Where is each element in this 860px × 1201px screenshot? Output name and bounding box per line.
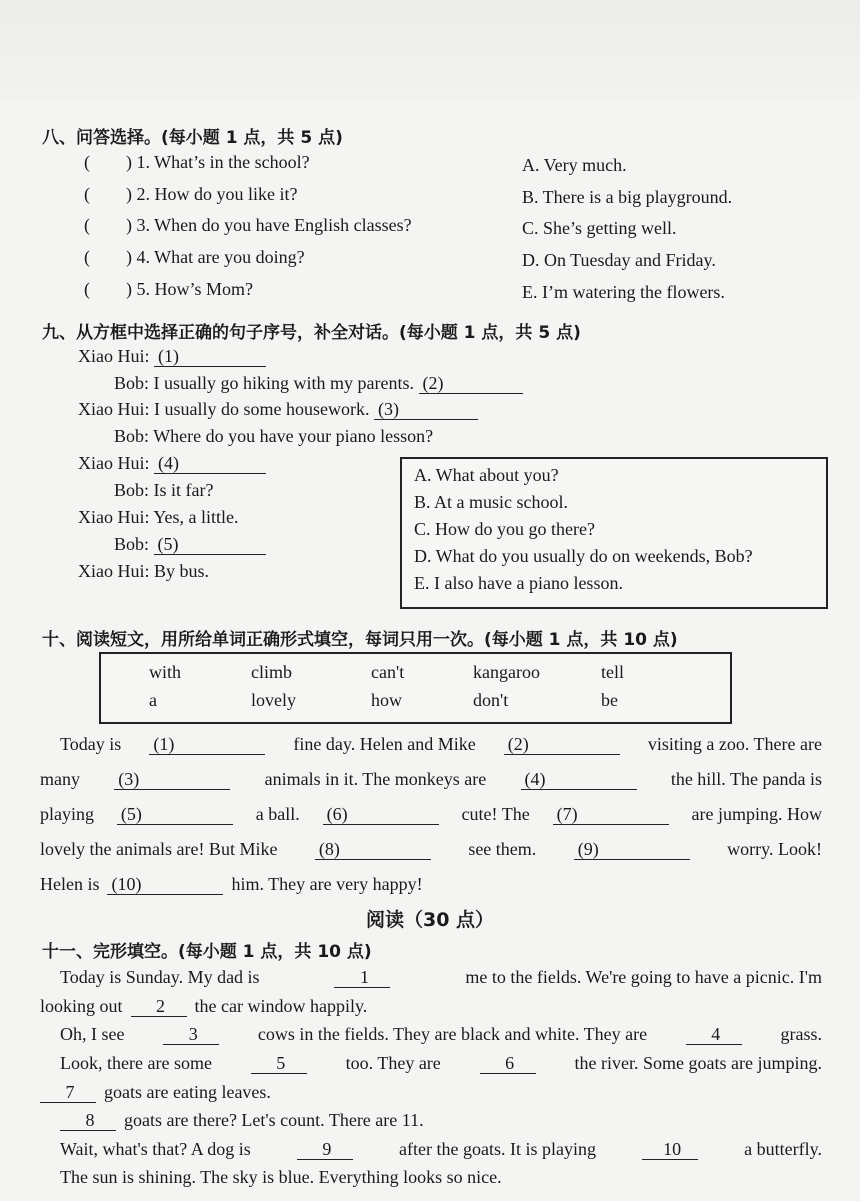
- passage-line: [60, 1139, 822, 1160]
- dialogue-text: Yes, a little.: [153, 507, 239, 527]
- blank-number: 7: [65, 1082, 75, 1102]
- question-text: ) 3. When do you have English classes?: [126, 215, 412, 235]
- dialogue-blank[interactable]: [154, 346, 266, 367]
- section-9-options-box: [400, 457, 828, 609]
- fill-blank[interactable]: [163, 1024, 219, 1045]
- passage-text: Look, there are some: [60, 1053, 212, 1073]
- fill-blank[interactable]: [131, 996, 187, 1017]
- blank-number: (5): [157, 534, 179, 554]
- blank-number: (6): [326, 804, 348, 824]
- blank-number: (9): [577, 839, 599, 859]
- speaker-name: Bob:: [114, 534, 154, 554]
- fill-blank[interactable]: [334, 967, 390, 988]
- speaker-name: Xiao Hui:: [78, 399, 154, 419]
- question-row: [84, 247, 305, 268]
- blank-number: (1): [153, 734, 175, 754]
- passage-line: [60, 1024, 822, 1045]
- fill-blank[interactable]: [642, 1139, 698, 1160]
- answer-option: E. I’m watering the flowers.: [522, 282, 725, 302]
- passage-line: [40, 1082, 822, 1103]
- passage-text: looking out: [40, 996, 123, 1016]
- blank-number: 9: [322, 1139, 332, 1159]
- passage-text: grass.: [780, 1024, 822, 1044]
- answer-option: B. There is a big playground.: [522, 187, 733, 207]
- passage-line: [60, 734, 822, 755]
- blank-number: 8: [85, 1110, 95, 1130]
- blank-number: 1: [359, 967, 369, 987]
- blank-number: 6: [505, 1053, 515, 1073]
- question-text: ) 2. How do you like it?: [126, 184, 298, 204]
- fill-blank[interactable]: [117, 804, 233, 825]
- word-choice: how: [371, 690, 402, 710]
- dialogue-blank[interactable]: [419, 373, 523, 394]
- dialogue-text: By bus.: [154, 561, 210, 581]
- answer-paren[interactable]: (: [84, 184, 90, 204]
- dialogue-line: [78, 346, 266, 367]
- fill-blank[interactable]: [521, 769, 637, 790]
- passage-line: [40, 804, 822, 825]
- answer-option: D. On Tuesday and Friday.: [522, 250, 716, 270]
- passage-line: [40, 996, 822, 1017]
- passage-text: Today is: [60, 734, 122, 754]
- fill-blank[interactable]: [315, 839, 431, 860]
- passage-text: visiting a zoo. There are: [647, 734, 822, 754]
- word-choice: can't: [371, 662, 405, 682]
- option-sentence: A. What about you?: [414, 465, 559, 485]
- dialogue-blank[interactable]: [374, 399, 478, 420]
- fill-blank[interactable]: [40, 1082, 96, 1103]
- word-choice: be: [601, 690, 618, 710]
- passage-text: goats are eating leaves.: [104, 1082, 271, 1102]
- passage-text: goats are there? Let's count. There are 11.: [124, 1110, 424, 1130]
- dialogue-line: [114, 534, 266, 555]
- speaker-name: Xiao Hui:: [78, 453, 154, 473]
- passage-text: after the goats. It is playing: [399, 1139, 596, 1159]
- blank-number: (3): [377, 399, 399, 419]
- speaker-name: Xiao Hui:: [78, 507, 154, 527]
- question-row: [84, 279, 253, 300]
- passage-text: Today is Sunday. My dad is: [60, 967, 260, 987]
- dialogue-line: [78, 561, 209, 582]
- fill-blank[interactable]: [149, 734, 265, 755]
- fill-blank[interactable]: [686, 1024, 742, 1045]
- question-text: ) 1. What’s in the school?: [126, 152, 310, 172]
- option-sentence: E. I also have a piano lesson.: [414, 573, 623, 593]
- speaker-name: Xiao Hui:: [78, 561, 154, 581]
- fill-blank[interactable]: [107, 874, 223, 895]
- question-row: [84, 215, 412, 236]
- passage-line: [60, 1110, 822, 1131]
- passage-text: many: [40, 769, 80, 789]
- section-8-title: 八、问答选择。(每小题 1 点，共 5 点): [42, 128, 343, 148]
- passage-text: worry. Look!: [727, 839, 822, 859]
- dialogue-blank[interactable]: [154, 534, 266, 555]
- passage-text: a butterfly.: [744, 1139, 822, 1159]
- blank-number: 3: [188, 1024, 198, 1044]
- passage-text: the car window happily.: [194, 996, 368, 1016]
- dialogue-blank[interactable]: [154, 453, 266, 474]
- speaker-name: Bob:: [114, 480, 154, 500]
- passage-line: [40, 769, 822, 790]
- passage-line: [60, 1167, 822, 1188]
- word-choice: don't: [473, 690, 509, 710]
- blank-number: (4): [158, 453, 179, 473]
- passage-text: me to the fields. We're going to have a picnic. I'm: [465, 967, 822, 987]
- word-choice: a: [149, 690, 157, 710]
- fill-blank[interactable]: [114, 769, 230, 790]
- passage-text: lovely the animals are! But Mike: [40, 839, 278, 859]
- passage-text: Oh, I see: [60, 1024, 125, 1044]
- blank-number: 2: [156, 996, 166, 1016]
- fill-blank[interactable]: [323, 804, 439, 825]
- passage-text: him. They are very happy!: [231, 874, 423, 894]
- option-sentence: D. What do you usually do on weekends, Bob?: [414, 546, 753, 566]
- passage-text: too. They are: [345, 1053, 441, 1073]
- dialogue-text: Where do you have your piano lesson?: [153, 426, 434, 446]
- blank-number: (5): [120, 804, 142, 824]
- fill-blank[interactable]: [553, 804, 669, 825]
- blank-number: (1): [158, 346, 179, 366]
- dialogue-line: [78, 399, 478, 420]
- passage-text: fine day. Helen and Mike: [293, 734, 476, 754]
- section-9-title: 九、从方框中选择正确的句子序号，补全对话。(每小题 1 点，共 5 点): [42, 323, 581, 343]
- blank-number: (2): [422, 373, 444, 393]
- dialogue-text: I usually go hiking with my parents.: [153, 373, 419, 393]
- dialogue-text: I usually do some housework.: [154, 399, 374, 419]
- passage-text: see them.: [468, 839, 537, 859]
- reading-section-title: 阅读（30 点）: [365, 909, 495, 931]
- question-row: [84, 152, 310, 173]
- passage-text: a ball.: [255, 804, 300, 824]
- dialogue-line: [78, 507, 239, 528]
- fill-blank[interactable]: [251, 1053, 307, 1074]
- speaker-name: Bob:: [114, 373, 154, 393]
- passage-text: animals in it. The monkeys are: [264, 769, 487, 789]
- question-text: ) 5. How’s Mom?: [126, 279, 253, 299]
- answer-paren[interactable]: (: [84, 247, 90, 267]
- passage-text: the river. Some goats are jumping.: [574, 1053, 822, 1073]
- dialogue-text: Is it far?: [153, 480, 214, 500]
- answer-option: A. Very much.: [522, 155, 627, 175]
- passage-text: playing: [40, 804, 94, 824]
- fill-blank[interactable]: [297, 1139, 353, 1160]
- blank-number: (4): [524, 769, 546, 789]
- answer-paren[interactable]: (: [84, 215, 90, 235]
- question-text: ) 4. What are you doing?: [126, 247, 305, 267]
- passage-text: Wait, what's that? A dog is: [60, 1139, 251, 1159]
- word-choice: with: [149, 662, 182, 682]
- blank-number: (2): [507, 734, 529, 754]
- blank-number: 5: [276, 1053, 286, 1073]
- blank-number: (10): [111, 874, 142, 894]
- fill-blank[interactable]: [60, 1110, 116, 1131]
- dialogue-line: [114, 426, 433, 447]
- blank-number: (8): [318, 839, 340, 859]
- fill-blank[interactable]: [504, 734, 620, 755]
- fill-blank[interactable]: [480, 1053, 536, 1074]
- dialogue-line: [78, 453, 266, 474]
- dialogue-line: [114, 373, 523, 394]
- blank-number: 4: [711, 1024, 721, 1044]
- option-sentence: B. At a music school.: [414, 492, 568, 512]
- word-choice: climb: [251, 662, 292, 682]
- passage-line: [60, 1053, 822, 1074]
- word-choice: tell: [601, 662, 624, 682]
- speaker-name: Xiao Hui:: [78, 346, 154, 366]
- word-choice: lovely: [251, 690, 296, 710]
- dialogue-line: [114, 480, 213, 501]
- answer-paren[interactable]: (: [84, 152, 90, 172]
- question-row: [84, 184, 297, 205]
- answer-paren[interactable]: (: [84, 279, 90, 299]
- passage-line: [40, 874, 822, 895]
- word-choice: kangaroo: [473, 662, 540, 682]
- blank-number: (7): [556, 804, 578, 824]
- passage-text: The sun is shining. The sky is blue. Everything looks so nice.: [60, 1167, 502, 1187]
- section-11-title: 十一、完形填空。(每小题 1 点，共 10 点): [42, 942, 372, 962]
- speaker-name: Bob:: [114, 426, 154, 446]
- scan-top-margin: [0, 0, 860, 100]
- passage-text: are jumping. How: [691, 804, 822, 824]
- answer-option: C. She’s getting well.: [522, 218, 677, 238]
- section-10-title: 十、阅读短文，用所给单词正确形式填空，每词只用一次。(每小题 1 点，共 10 点): [42, 630, 678, 650]
- section-10-word-box: [99, 652, 732, 724]
- passage-text: the hill. The panda is: [670, 769, 822, 789]
- passage-text: cute! The: [461, 804, 530, 824]
- passage-text: cows in the fields. They are black and white. They are: [257, 1024, 648, 1044]
- blank-number: (3): [118, 769, 140, 789]
- fill-blank[interactable]: [574, 839, 690, 860]
- blank-number: 10: [663, 1139, 682, 1159]
- passage-line: [40, 839, 822, 860]
- passage-line: [60, 967, 822, 988]
- option-sentence: C. How do you go there?: [414, 519, 595, 539]
- passage-text: Helen is: [40, 874, 100, 894]
